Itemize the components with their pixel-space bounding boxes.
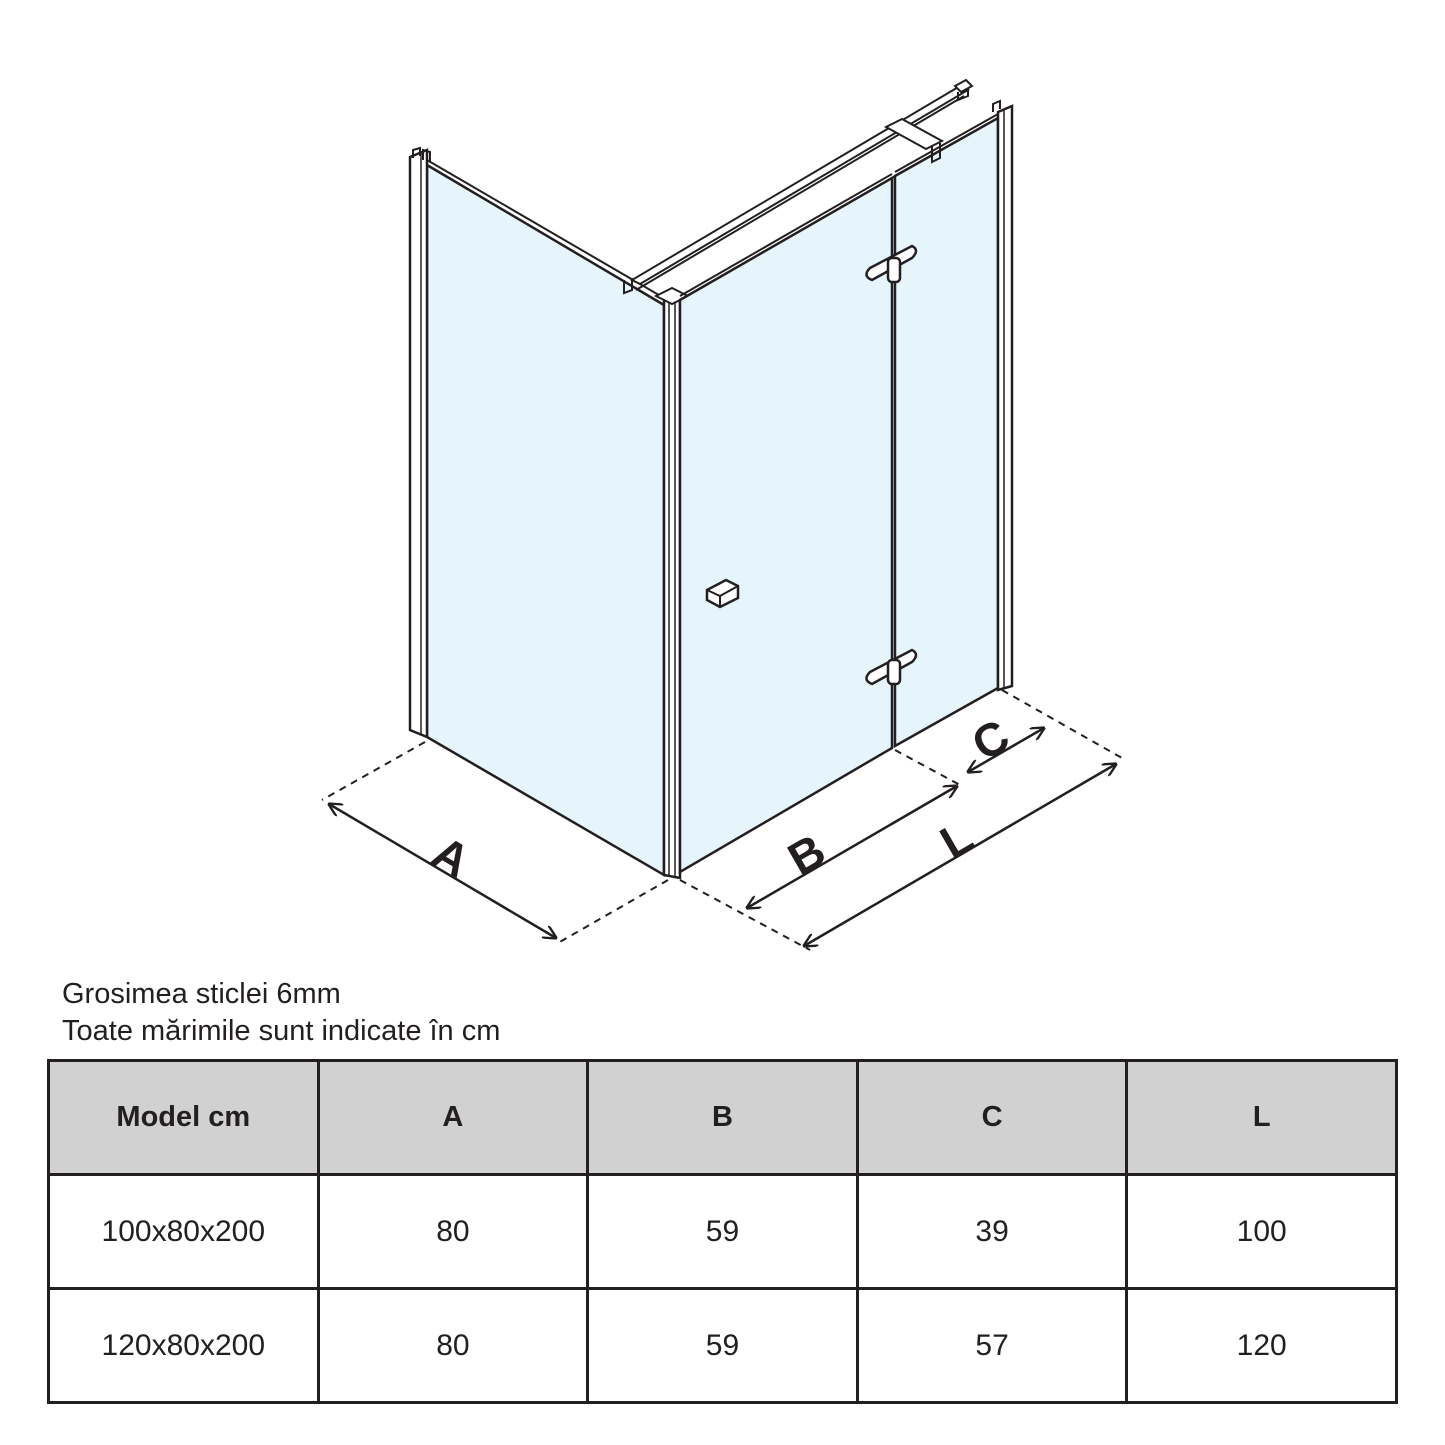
header-c: C [857, 1061, 1127, 1175]
header-a: A [318, 1061, 588, 1175]
header-l: L [1127, 1061, 1397, 1175]
table-row [49, 1175, 1397, 1289]
cell-b: 59 [588, 1175, 858, 1289]
front-fixed-panel [680, 174, 892, 872]
table-row [49, 1289, 1397, 1403]
header-model: Model cm [49, 1061, 319, 1175]
cell-b: 59 [588, 1289, 858, 1403]
units-note: Toate mărimile sunt indicate în cm [62, 1015, 501, 1047]
cell-l: 120 [1127, 1289, 1397, 1403]
glass-thickness-note: Grosimea sticlei 6mm [62, 978, 341, 1010]
dimension-l-label: L [931, 809, 982, 869]
cell-c: 57 [857, 1289, 1127, 1403]
cell-a: 80 [318, 1289, 588, 1403]
cell-a: 80 [318, 1175, 588, 1289]
door-panel [892, 101, 1012, 746]
cell-model: 100x80x200 [49, 1175, 319, 1289]
dimension-b-label: B [779, 823, 834, 886]
dimension-a-label: A [424, 825, 479, 888]
dimensions-table [47, 1059, 1398, 1404]
side-panel [410, 148, 664, 875]
cell-c: 39 [857, 1175, 1127, 1289]
cell-l: 100 [1127, 1175, 1397, 1289]
cell-model: 120x80x200 [49, 1289, 319, 1403]
table-header-row [49, 1061, 1397, 1175]
dimension-c-label: C [963, 708, 1018, 771]
header-b: B [588, 1061, 858, 1175]
